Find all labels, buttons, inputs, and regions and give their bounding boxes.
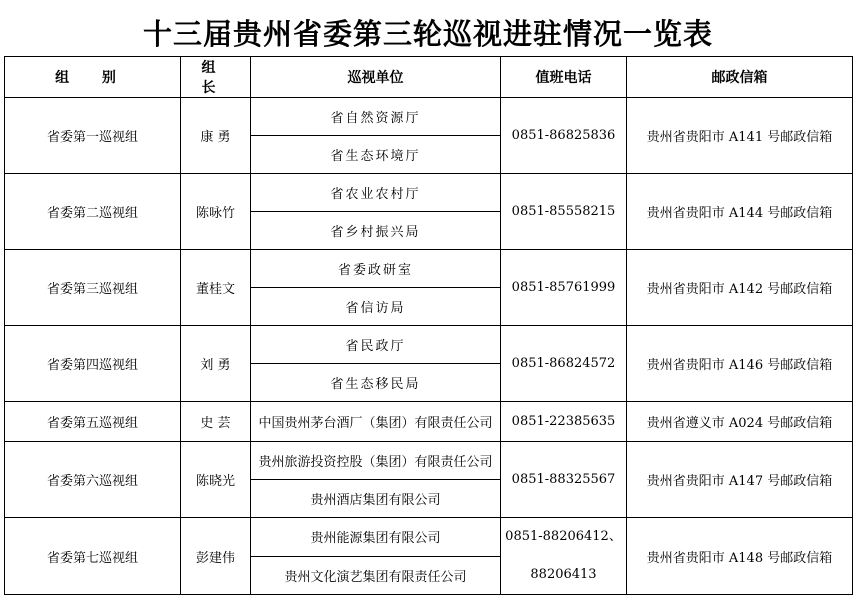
table-row [5, 98, 853, 136]
group-cell: 省委第一巡视组 [5, 98, 181, 174]
group-cell: 省委第二巡视组 [5, 174, 181, 250]
phone-cell: 0851-88325567 [501, 442, 627, 518]
group-cell: 省委第七巡视组 [5, 518, 181, 595]
phone-cell: 0851-86824572 [501, 326, 627, 402]
unit-cell: 贵州文化演艺集团有限责任公司 [251, 556, 501, 595]
unit-cell: 省乡村振兴局 [251, 212, 501, 250]
unit-cell: 省委政研室 [251, 250, 501, 288]
group-cell: 省委第六巡视组 [5, 442, 181, 518]
leader-cell: 刘 勇 [181, 326, 251, 402]
header-phone: 值班电话 [501, 57, 627, 98]
phone-line-2: 88206413 [530, 567, 597, 582]
phone-cell: 0851-85558215 [501, 174, 627, 250]
unit-cell: 贵州酒店集团有限公司 [251, 480, 501, 518]
mailbox-cell: 贵州省贵阳市 A147 号邮政信箱 [627, 442, 853, 518]
mailbox-cell: 贵州省贵阳市 A148 号邮政信箱 [627, 518, 853, 595]
unit-cell: 省民政厅 [251, 326, 501, 364]
phone-cell [501, 518, 627, 595]
header-row [5, 57, 853, 98]
unit-cell: 省生态移民局 [251, 364, 501, 402]
mailbox-cell: 贵州省贵阳市 A146 号邮政信箱 [627, 326, 853, 402]
phone-cell: 0851-85761999 [501, 250, 627, 326]
phone-cell: 0851-22385635 [501, 402, 627, 442]
mailbox-cell: 贵州省贵阳市 A141 号邮政信箱 [627, 98, 853, 174]
group-cell: 省委第四巡视组 [5, 326, 181, 402]
page-title: 十三届贵州省委第三轮巡视进驻情况一览表 [142, 17, 713, 51]
header-group: 组 别 [5, 57, 181, 98]
group-cell: 省委第五巡视组 [5, 402, 181, 442]
leader-cell: 康 勇 [181, 98, 251, 174]
unit-cell: 中国贵州茅台酒厂（集团）有限责任公司 [251, 402, 501, 442]
table-row [5, 442, 853, 480]
mailbox-cell: 贵州省贵阳市 A142 号邮政信箱 [627, 250, 853, 326]
mailbox-cell: 贵州省贵阳市 A144 号邮政信箱 [627, 174, 853, 250]
leader-cell: 彭建伟 [181, 518, 251, 595]
leader-cell: 董桂文 [181, 250, 251, 326]
header-leader: 组 长 [181, 57, 251, 98]
mailbox-cell: 贵州省遵义市 A024 号邮政信箱 [627, 402, 853, 442]
phone-cell: 0851-86825836 [501, 98, 627, 174]
table-row [5, 174, 853, 212]
unit-cell: 省生态环境厅 [251, 136, 501, 174]
unit-cell: 省农业农村厅 [251, 174, 501, 212]
table-row [5, 402, 853, 442]
unit-cell: 贵州能源集团有限公司 [251, 518, 501, 557]
table-row [5, 250, 853, 288]
unit-cell: 省自然资源厅 [251, 98, 501, 136]
group-cell: 省委第三巡视组 [5, 250, 181, 326]
leader-cell: 陈晓光 [181, 442, 251, 518]
table-row [5, 518, 853, 557]
header-unit: 巡视单位 [251, 57, 501, 98]
unit-cell: 贵州旅游投资控股（集团）有限责任公司 [251, 442, 501, 480]
leader-cell: 陈咏竹 [181, 174, 251, 250]
leader-cell: 史 芸 [181, 402, 251, 442]
phone-line-1: 0851-88206412、 [505, 529, 622, 544]
header-mailbox: 邮政信箱 [627, 57, 853, 98]
unit-cell: 省信访局 [251, 288, 501, 326]
table-row [5, 326, 853, 364]
inspection-table [4, 56, 853, 595]
